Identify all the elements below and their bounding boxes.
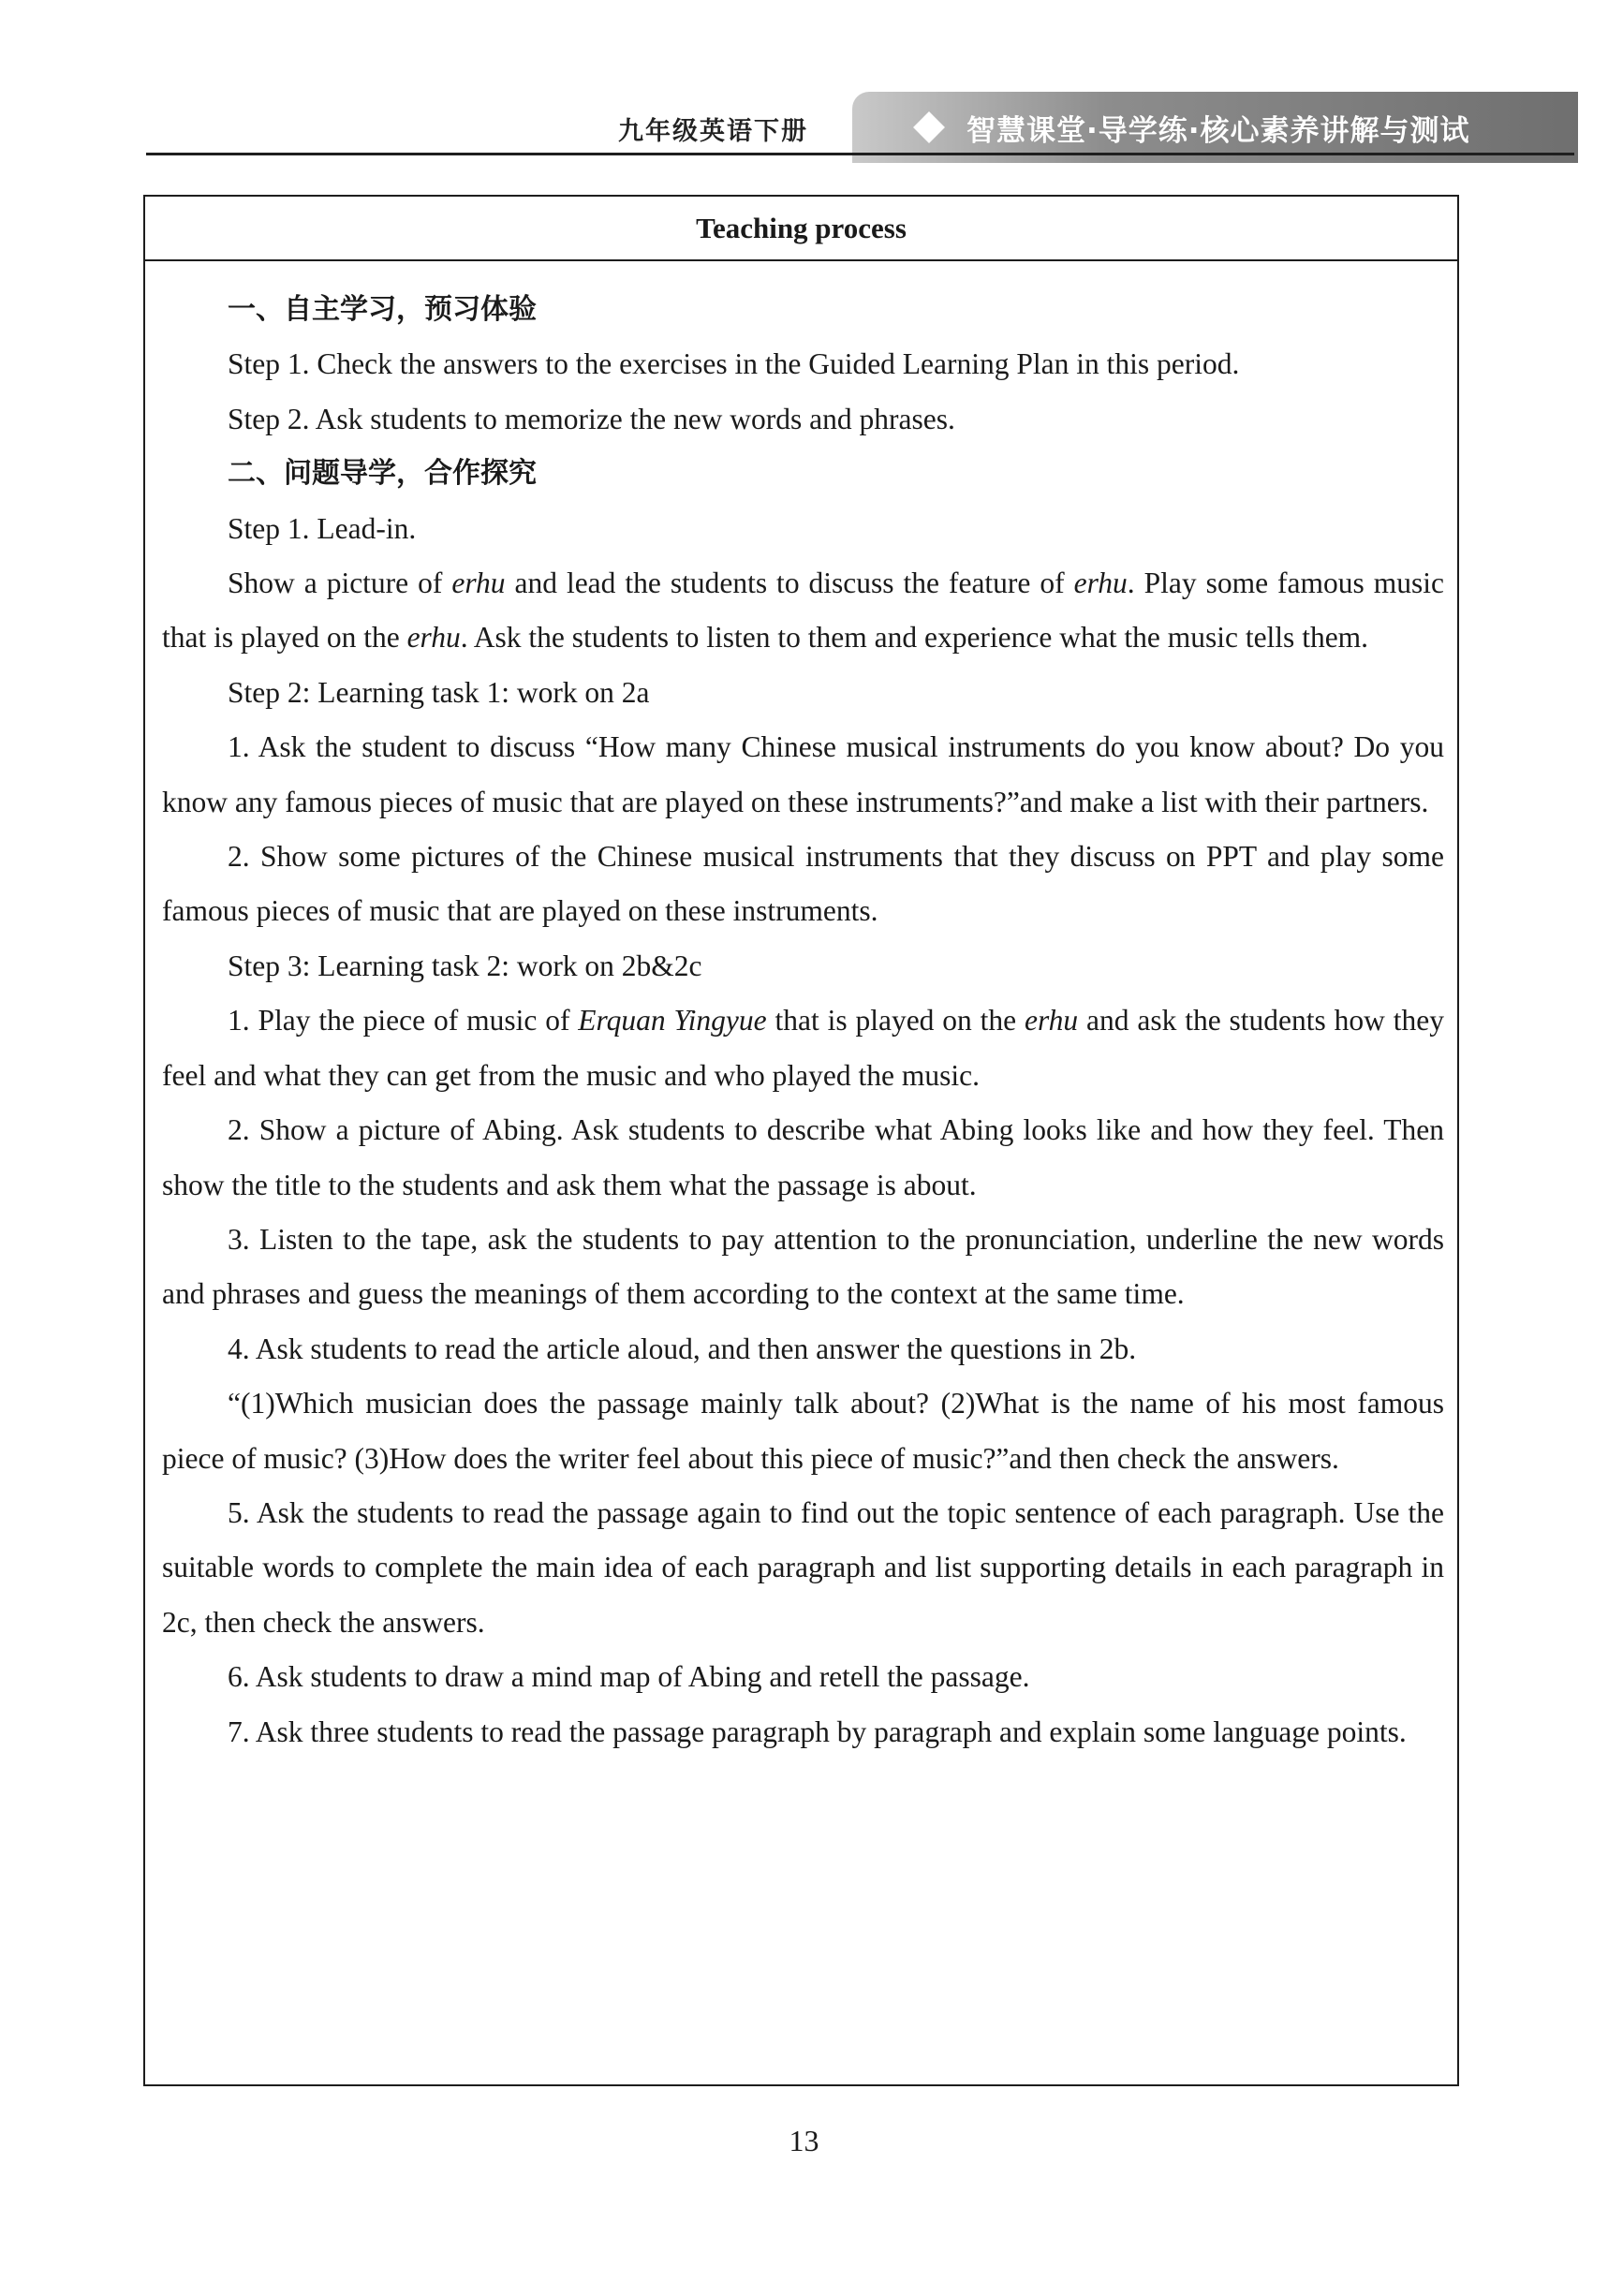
task2-item-7: 7. Ask three students to read the passage paragraph by paragraph and explain some language points. [228,1715,1407,1748]
task1-item-1: 1. Ask the student to discuss “How many Chinese musical instruments do you know about? Do you know any famous pieces of music that are played on these instruments?”and make a list with their partners. [162,730,1444,818]
task2-item-5: 5. Ask the students to read the passage again to find out the topic sentence of each paragraph. Use the suitable words to complete the main idea of each paragraph and list supporting details in each paragraph in 2c, then check the answers. [162,1495,1444,1639]
page-number: 13 [789,2124,819,2157]
box-content [162,283,1444,1759]
diamond-icon [913,111,945,143]
section2-step1: Step 1. Lead-in. [228,511,417,545]
book-title: 九年级英语下册 [618,117,808,146]
task2-item-2: 2. Show a picture of Abing. Ask students to describe what Abing looks like and how they feel. Then show the title to the students and ask them what the passage is about. [162,1113,1444,1201]
leadin-paragraph: Show a picture of erhu and lead the students to discuss the feature of erhu. Play some famous music that is played on the erhu. Ask the students to listen to them and experience what the music tells them. [162,567,1445,655]
teaching-process-box [143,195,1459,2086]
task2-item-6: 6. Ask students to draw a mind map of Abing and retell the passage. [228,1660,1030,1694]
task2-item-4: 4. Ask students to read the article aloud, and then answer the questions in 2b. [228,1332,1137,1365]
section1-heading: 一、自主学习，预习体验 [228,293,537,326]
header-divider [146,153,1574,155]
section2-step3: Step 3: Learning task 2: work on 2b&2c [228,949,702,982]
task2-questions: “(1)Which musician does the passage mainly talk about? (2)What is the name of his most famous piece of music? (3)How does the writer feel about this piece of music?”and then check the answers. [162,1387,1444,1475]
task2-item-1: 1. Play the piece of music of Erquan Yingyue that is played on the erhu and ask the students how they feel and what they can get from the music and who played the music. [162,1004,1444,1092]
task2-item-3: 3. Listen to the tape, ask the students to pay attention to the pronunciation, underline the new words and phrases and guess the meanings of them according to the context at the same time. [162,1222,1444,1311]
section1-step2: Step 2. Ask students to memorize the new words and phrases. [228,402,955,435]
section2-step2: Step 2: Learning task 1: work on 2a [228,675,650,709]
section2-heading: 二、问题导学，合作探究 [228,457,537,491]
box-title: Teaching process [145,197,1457,261]
task1-item-2: 2. Show some pictures of the Chinese musical instruments that they discuss on PPT and play some famous pieces of music that are played on these instruments. [162,840,1444,928]
series-title: 智慧课堂·导学练·核心素养讲解与测试 [966,113,1470,148]
section1-step1: Step 1. Check the answers to the exercises in the Guided Learning Plan in this period. [228,347,1240,381]
